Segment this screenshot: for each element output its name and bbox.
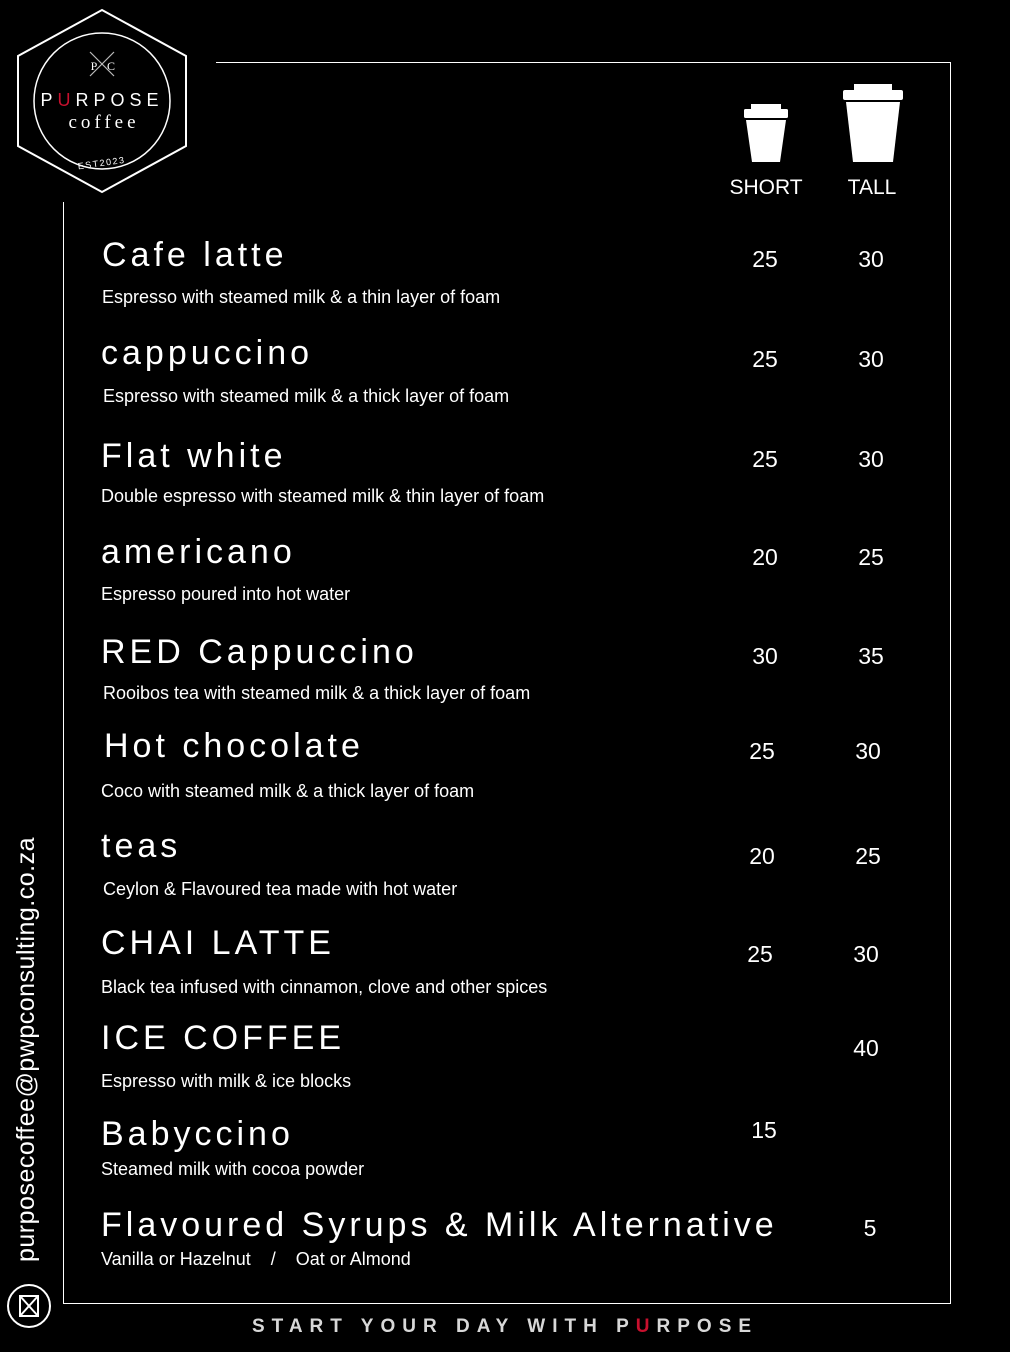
item-description: Vanilla or Hazelnut / Oat or Almond [101,1249,411,1269]
item-description: Steamed milk with cocoa powder [101,1159,365,1179]
item-description: Rooibos tea with steamed milk & a thick layer of foam [103,683,531,703]
contact-email: purposecoffee@pwpconsulting.co.za [12,836,40,1262]
item-description: Double espresso with steamed milk & thin layer of foam [101,486,545,506]
price-short: 25 [747,941,773,967]
column-header-tall: TALL [847,176,897,199]
item-description: Ceylon & Flavoured tea made with hot water [103,879,458,899]
item-name: Hot chocolate [104,727,364,765]
logo-name: PURPOSE [40,90,164,110]
item-name: americano [101,533,296,571]
item-description: Espresso with steamed milk & a thin layer of foam [102,287,501,307]
price-tall: 30 [858,346,884,372]
price-short: 20 [749,843,775,869]
price-short: 15 [751,1117,777,1143]
column-header-short: SHORT [729,176,803,199]
logo-initial-left: P [90,59,98,73]
frame-left-line [63,202,64,1304]
price-tall: 35 [858,643,884,669]
brand-logo [14,8,190,194]
price-short: 25 [752,446,778,472]
price-short: 25 [749,738,775,764]
item-name: Babyccino [101,1115,294,1153]
item-description: Black tea infused with cinnamon, clove and other spices [101,977,548,997]
tagline: START YOUR DAY WITH PURPOSE [251,1316,759,1337]
item-name: Flavoured Syrups & Milk Alternative [101,1206,778,1244]
price-short: 20 [752,544,778,570]
price-tall: 25 [855,843,881,869]
frame-right-line [950,62,951,1304]
logo-est: EST2023 [77,154,127,172]
price-tall: 30 [855,738,881,764]
logo-subtitle: coffee [68,112,140,133]
price-short: 30 [752,643,778,669]
item-description: Espresso with milk & ice blocks [101,1071,352,1091]
item-description: Coco with steamed milk & a thick layer of foam [101,781,475,801]
price-tall: 30 [853,941,879,967]
price-short: 25 [752,246,778,272]
item-description: Espresso with steamed milk & a thick layer of foam [103,386,510,406]
short-cup-icon [742,104,790,164]
price-short: 25 [752,346,778,372]
price-tall: 30 [858,246,884,272]
price-tall: 40 [853,1035,879,1061]
item-name: Flat white [101,437,287,475]
price-tall: 30 [858,446,884,472]
frame-top-line [216,62,951,63]
item-name: Cafe latte [102,236,288,274]
item-description: Espresso poured into hot water [101,584,351,604]
item-name: cappuccino [101,334,314,372]
item-name: ICE COFFEE [101,1019,346,1057]
logo-initial-right: C [106,59,116,73]
price-tall: 25 [858,544,884,570]
tall-cup-icon [842,84,904,164]
item-name: teas [101,827,182,865]
item-name: RED Cappuccino [101,633,418,671]
item-name: CHAI LATTE [101,924,335,962]
frame-bottom-line [63,1303,951,1304]
price-tall: 5 [863,1215,877,1241]
